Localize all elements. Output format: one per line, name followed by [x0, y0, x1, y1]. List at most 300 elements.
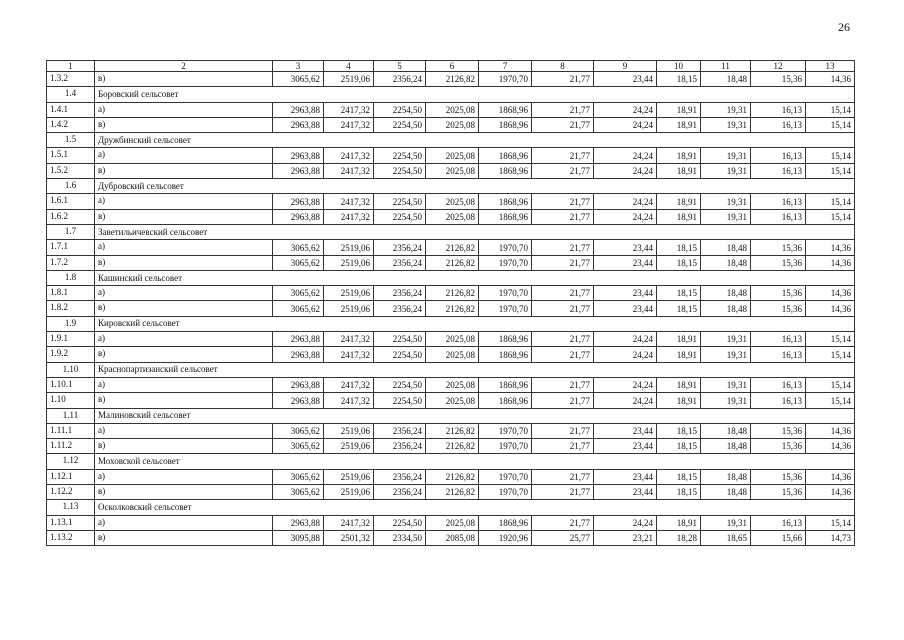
section-title: Моховской сельсовет — [95, 454, 855, 469]
value-cell: 18,15 — [657, 240, 701, 255]
value-cell: 18,91 — [657, 194, 701, 209]
value-cell: 15,14 — [806, 163, 855, 178]
value-cell: 21,77 — [532, 439, 594, 454]
row-code: 1.9.1 — [47, 332, 95, 347]
value-cell: 1868,96 — [479, 117, 532, 132]
value-cell: 2356,24 — [374, 485, 426, 500]
section-code: 1.5 — [47, 133, 95, 148]
value-cell: 2254,50 — [374, 194, 426, 209]
value-cell: 2126,82 — [426, 469, 479, 484]
column-header: 10 — [657, 61, 701, 72]
table-row — [47, 209, 855, 224]
value-cell: 15,14 — [806, 148, 855, 163]
value-cell: 24,24 — [594, 515, 657, 530]
value-cell: 3065,62 — [273, 72, 324, 87]
value-cell: 16,13 — [751, 194, 806, 209]
value-cell: 2417,32 — [324, 347, 374, 362]
value-cell: 2126,82 — [426, 485, 479, 500]
value-cell: 23,44 — [594, 423, 657, 438]
value-cell: 2417,32 — [324, 377, 374, 392]
value-cell: 21,77 — [532, 377, 594, 392]
value-cell: 18,15 — [657, 301, 701, 316]
value-cell: 2126,82 — [426, 301, 479, 316]
value-cell: 2963,88 — [273, 102, 324, 117]
value-cell: 3065,62 — [273, 255, 324, 270]
value-cell: 1920,96 — [479, 530, 532, 545]
value-cell: 18,91 — [657, 515, 701, 530]
value-cell: 15,36 — [751, 485, 806, 500]
value-cell: 2963,88 — [273, 393, 324, 408]
value-cell: 2254,50 — [374, 332, 426, 347]
row-label: а) — [95, 469, 273, 484]
column-header: 4 — [324, 61, 374, 72]
value-cell: 14,36 — [806, 469, 855, 484]
value-cell: 19,31 — [701, 347, 751, 362]
value-cell: 1868,96 — [479, 102, 532, 117]
section-title: Заветильичевский сельсовет — [95, 224, 855, 239]
value-cell: 2025,08 — [426, 148, 479, 163]
value-cell: 18,15 — [657, 255, 701, 270]
value-cell: 23,44 — [594, 286, 657, 301]
value-cell: 25,77 — [532, 530, 594, 545]
table-row — [47, 423, 855, 438]
value-cell: 15,14 — [806, 347, 855, 362]
value-cell: 18,48 — [701, 255, 751, 270]
value-cell: 21,77 — [532, 240, 594, 255]
row-label: в) — [95, 163, 273, 178]
value-cell: 2025,08 — [426, 515, 479, 530]
value-cell: 14,36 — [806, 240, 855, 255]
value-cell: 2519,06 — [324, 286, 374, 301]
value-cell: 18,15 — [657, 72, 701, 87]
table-row — [47, 485, 855, 500]
value-cell: 3065,62 — [273, 240, 324, 255]
section-code: 1.12 — [47, 454, 95, 469]
value-cell: 3065,62 — [273, 423, 324, 438]
section-code: 1.11 — [47, 408, 95, 423]
value-cell: 2254,50 — [374, 163, 426, 178]
value-cell: 2963,88 — [273, 194, 324, 209]
value-cell: 3065,62 — [273, 439, 324, 454]
column-header: 7 — [479, 61, 532, 72]
section-title: Кашинский сельсовет — [95, 270, 855, 285]
value-cell: 16,13 — [751, 377, 806, 392]
value-cell: 16,13 — [751, 332, 806, 347]
value-cell: 23,44 — [594, 72, 657, 87]
column-header: 1 — [47, 61, 95, 72]
value-cell: 1970,70 — [479, 255, 532, 270]
value-cell: 1868,96 — [479, 332, 532, 347]
value-cell: 15,36 — [751, 301, 806, 316]
value-cell: 2025,08 — [426, 332, 479, 347]
value-cell: 2356,24 — [374, 439, 426, 454]
value-cell: 23,44 — [594, 469, 657, 484]
value-cell: 18,65 — [701, 530, 751, 545]
table-row — [47, 240, 855, 255]
row-label: а) — [95, 286, 273, 301]
row-code: 1.13.1 — [47, 515, 95, 530]
value-cell: 16,13 — [751, 393, 806, 408]
value-cell: 18,48 — [701, 423, 751, 438]
table-row — [47, 439, 855, 454]
value-cell: 2356,24 — [374, 286, 426, 301]
table-row — [47, 102, 855, 117]
value-cell: 21,77 — [532, 347, 594, 362]
value-cell: 1970,70 — [479, 469, 532, 484]
value-cell: 16,13 — [751, 515, 806, 530]
value-cell: 15,14 — [806, 393, 855, 408]
value-cell: 2025,08 — [426, 377, 479, 392]
row-code: 1.6.2 — [47, 209, 95, 224]
value-cell: 21,77 — [532, 301, 594, 316]
value-cell: 23,44 — [594, 255, 657, 270]
row-label: а) — [95, 194, 273, 209]
column-header: 9 — [594, 61, 657, 72]
value-cell: 15,14 — [806, 102, 855, 117]
value-cell: 2519,06 — [324, 485, 374, 500]
column-number-header-row — [47, 61, 855, 72]
value-cell: 21,77 — [532, 117, 594, 132]
row-code: 1.11.2 — [47, 439, 95, 454]
section-title: Осколковский сельсовет — [95, 500, 855, 515]
value-cell: 24,24 — [594, 393, 657, 408]
value-cell: 1970,70 — [479, 439, 532, 454]
row-label: а) — [95, 423, 273, 438]
value-cell: 15,36 — [751, 469, 806, 484]
value-cell: 2417,32 — [324, 515, 374, 530]
value-cell: 1868,96 — [479, 377, 532, 392]
value-cell: 14,36 — [806, 286, 855, 301]
value-cell: 2501,32 — [324, 530, 374, 545]
value-cell: 18,91 — [657, 393, 701, 408]
row-code: 1.13.2 — [47, 530, 95, 545]
value-cell: 2025,08 — [426, 194, 479, 209]
value-cell: 2519,06 — [324, 72, 374, 87]
row-code: 1.12.2 — [47, 485, 95, 500]
row-code: 1.7.1 — [47, 240, 95, 255]
value-cell: 21,77 — [532, 393, 594, 408]
value-cell: 18,48 — [701, 301, 751, 316]
row-code: 1.5.1 — [47, 148, 95, 163]
value-cell: 14,36 — [806, 423, 855, 438]
value-cell: 19,31 — [701, 148, 751, 163]
value-cell: 18,28 — [657, 530, 701, 545]
value-cell: 15,36 — [751, 423, 806, 438]
column-header: 2 — [95, 61, 273, 72]
row-code: 1.6.1 — [47, 194, 95, 209]
value-cell: 3065,62 — [273, 469, 324, 484]
table-row — [47, 393, 855, 408]
row-code: 1.10 — [47, 393, 95, 408]
section-code: 1.9 — [47, 316, 95, 331]
value-cell: 24,24 — [594, 102, 657, 117]
row-code: 1.3.2 — [47, 72, 95, 87]
column-header: 12 — [751, 61, 806, 72]
value-cell: 19,31 — [701, 117, 751, 132]
value-cell: 15,36 — [751, 72, 806, 87]
value-cell: 2025,08 — [426, 102, 479, 117]
value-cell: 1868,96 — [479, 163, 532, 178]
value-cell: 15,14 — [806, 194, 855, 209]
value-cell: 1868,96 — [479, 194, 532, 209]
value-cell: 2126,82 — [426, 240, 479, 255]
value-cell: 2963,88 — [273, 347, 324, 362]
value-cell: 16,13 — [751, 102, 806, 117]
table-row — [47, 301, 855, 316]
value-cell: 2356,24 — [374, 72, 426, 87]
value-cell: 1868,96 — [479, 515, 532, 530]
section-code: 1.8 — [47, 270, 95, 285]
section-row — [47, 179, 855, 194]
table-row — [47, 72, 855, 87]
value-cell: 1868,96 — [479, 148, 532, 163]
value-cell: 2963,88 — [273, 117, 324, 132]
value-cell: 21,77 — [532, 72, 594, 87]
value-cell: 2417,32 — [324, 148, 374, 163]
value-cell: 2963,88 — [273, 209, 324, 224]
section-row — [47, 316, 855, 331]
value-cell: 18,48 — [701, 240, 751, 255]
section-code: 1.4 — [47, 87, 95, 102]
value-cell: 21,77 — [532, 102, 594, 117]
value-cell: 2025,08 — [426, 163, 479, 178]
value-cell: 24,24 — [594, 377, 657, 392]
column-header: 11 — [701, 61, 751, 72]
value-cell: 19,31 — [701, 332, 751, 347]
value-cell: 21,77 — [532, 194, 594, 209]
value-cell: 18,48 — [701, 72, 751, 87]
value-cell: 14,36 — [806, 301, 855, 316]
value-cell: 2254,50 — [374, 117, 426, 132]
value-cell: 18,48 — [701, 469, 751, 484]
value-cell: 18,15 — [657, 439, 701, 454]
row-label: а) — [95, 148, 273, 163]
value-cell: 15,36 — [751, 240, 806, 255]
value-cell: 14,36 — [806, 255, 855, 270]
value-cell: 2254,50 — [374, 515, 426, 530]
value-cell: 18,48 — [701, 485, 751, 500]
value-cell: 2356,24 — [374, 301, 426, 316]
value-cell: 18,91 — [657, 102, 701, 117]
section-title: Боровский сельсовет — [95, 87, 855, 102]
section-title: Дубровский сельсовет — [95, 179, 855, 194]
row-label: а) — [95, 240, 273, 255]
value-cell: 2519,06 — [324, 439, 374, 454]
value-cell: 2963,88 — [273, 148, 324, 163]
row-label: в) — [95, 485, 273, 500]
value-cell: 14,36 — [806, 439, 855, 454]
value-cell: 18,91 — [657, 377, 701, 392]
row-label: в) — [95, 347, 273, 362]
value-cell: 18,15 — [657, 469, 701, 484]
column-header: 5 — [374, 61, 426, 72]
value-cell: 1970,70 — [479, 485, 532, 500]
value-cell: 1868,96 — [479, 209, 532, 224]
row-label: в) — [95, 301, 273, 316]
value-cell: 23,44 — [594, 240, 657, 255]
row-code: 1.8.2 — [47, 301, 95, 316]
value-cell: 1868,96 — [479, 393, 532, 408]
value-cell: 2963,88 — [273, 377, 324, 392]
value-cell: 15,14 — [806, 377, 855, 392]
value-cell: 24,24 — [594, 117, 657, 132]
row-label: а) — [95, 332, 273, 347]
value-cell: 2417,32 — [324, 332, 374, 347]
value-cell: 21,77 — [532, 148, 594, 163]
value-cell: 18,91 — [657, 148, 701, 163]
value-cell: 18,15 — [657, 286, 701, 301]
column-header: 13 — [806, 61, 855, 72]
table-row — [47, 286, 855, 301]
value-cell: 2417,32 — [324, 209, 374, 224]
value-cell: 18,91 — [657, 332, 701, 347]
value-cell: 2025,08 — [426, 393, 479, 408]
value-cell: 1868,96 — [479, 347, 532, 362]
row-label: в) — [95, 209, 273, 224]
value-cell: 16,13 — [751, 347, 806, 362]
row-code: 1.9.2 — [47, 347, 95, 362]
section-code: 1.10 — [47, 362, 95, 377]
value-cell: 24,24 — [594, 194, 657, 209]
value-cell: 15,36 — [751, 439, 806, 454]
value-cell: 24,24 — [594, 347, 657, 362]
value-cell: 2356,24 — [374, 240, 426, 255]
row-label: а) — [95, 377, 273, 392]
section-row — [47, 362, 855, 377]
value-cell: 2417,32 — [324, 102, 374, 117]
value-cell: 16,13 — [751, 148, 806, 163]
section-title: Краснопартизанский сельсовет — [95, 362, 855, 377]
section-row — [47, 408, 855, 423]
value-cell: 14,36 — [806, 485, 855, 500]
value-cell: 18,91 — [657, 347, 701, 362]
row-code: 1.11.1 — [47, 423, 95, 438]
value-cell: 16,13 — [751, 117, 806, 132]
value-cell: 21,77 — [532, 332, 594, 347]
value-cell: 2126,82 — [426, 286, 479, 301]
row-label: в) — [95, 439, 273, 454]
value-cell: 2254,50 — [374, 393, 426, 408]
section-row — [47, 454, 855, 469]
value-cell: 21,77 — [532, 255, 594, 270]
value-cell: 2025,08 — [426, 117, 479, 132]
value-cell: 2963,88 — [273, 163, 324, 178]
value-cell: 2254,50 — [374, 347, 426, 362]
value-cell: 19,31 — [701, 163, 751, 178]
table-row — [47, 163, 855, 178]
value-cell: 21,77 — [532, 423, 594, 438]
value-cell: 21,77 — [532, 286, 594, 301]
table-row — [47, 347, 855, 362]
value-cell: 19,31 — [701, 393, 751, 408]
value-cell: 15,14 — [806, 117, 855, 132]
value-cell: 16,13 — [751, 163, 806, 178]
value-cell: 2356,24 — [374, 423, 426, 438]
value-cell: 18,15 — [657, 485, 701, 500]
value-cell: 15,14 — [806, 332, 855, 347]
value-cell: 24,24 — [594, 163, 657, 178]
section-code: 1.7 — [47, 224, 95, 239]
page-number: 26 — [838, 20, 850, 34]
value-cell: 15,66 — [751, 530, 806, 545]
section-code: 1.6 — [47, 179, 95, 194]
tariff-table-container — [46, 60, 854, 546]
value-cell: 2254,50 — [374, 209, 426, 224]
value-cell: 2254,50 — [374, 377, 426, 392]
value-cell: 15,36 — [751, 255, 806, 270]
value-cell: 14,73 — [806, 530, 855, 545]
value-cell: 2085,08 — [426, 530, 479, 545]
value-cell: 3065,62 — [273, 286, 324, 301]
value-cell: 2334,50 — [374, 530, 426, 545]
value-cell: 2126,82 — [426, 439, 479, 454]
table-body — [47, 72, 855, 546]
table-row — [47, 148, 855, 163]
value-cell: 23,44 — [594, 439, 657, 454]
section-row — [47, 270, 855, 285]
table-row — [47, 332, 855, 347]
section-row — [47, 87, 855, 102]
value-cell: 21,77 — [532, 485, 594, 500]
value-cell: 2519,06 — [324, 240, 374, 255]
value-cell: 2254,50 — [374, 148, 426, 163]
value-cell: 19,31 — [701, 194, 751, 209]
table-row — [47, 377, 855, 392]
value-cell: 1970,70 — [479, 72, 532, 87]
value-cell: 16,13 — [751, 209, 806, 224]
row-code: 1.12.1 — [47, 469, 95, 484]
value-cell: 2254,50 — [374, 102, 426, 117]
value-cell: 18,48 — [701, 439, 751, 454]
value-cell: 2417,32 — [324, 194, 374, 209]
row-code: 1.4.1 — [47, 102, 95, 117]
value-cell: 3095,88 — [273, 530, 324, 545]
row-label: в) — [95, 117, 273, 132]
row-label: в) — [95, 72, 273, 87]
section-row — [47, 500, 855, 515]
value-cell: 18,15 — [657, 423, 701, 438]
value-cell: 19,31 — [701, 377, 751, 392]
section-row — [47, 224, 855, 239]
column-header: 6 — [426, 61, 479, 72]
table-row — [47, 117, 855, 132]
value-cell: 19,31 — [701, 102, 751, 117]
value-cell: 24,24 — [594, 209, 657, 224]
value-cell: 24,24 — [594, 148, 657, 163]
column-header: 8 — [532, 61, 594, 72]
value-cell: 2519,06 — [324, 469, 374, 484]
row-label: в) — [95, 255, 273, 270]
value-cell: 15,14 — [806, 515, 855, 530]
row-code: 1.5.2 — [47, 163, 95, 178]
value-cell: 2963,88 — [273, 515, 324, 530]
value-cell: 2417,32 — [324, 163, 374, 178]
row-code: 1.7.2 — [47, 255, 95, 270]
row-label: в) — [95, 393, 273, 408]
value-cell: 19,31 — [701, 515, 751, 530]
value-cell: 2025,08 — [426, 347, 479, 362]
value-cell: 2417,32 — [324, 393, 374, 408]
value-cell: 1970,70 — [479, 286, 532, 301]
tariff-table — [46, 60, 855, 546]
section-row — [47, 133, 855, 148]
table-row — [47, 530, 855, 545]
value-cell: 21,77 — [532, 163, 594, 178]
value-cell: 1970,70 — [479, 423, 532, 438]
value-cell: 2126,82 — [426, 255, 479, 270]
value-cell: 2126,82 — [426, 72, 479, 87]
row-code: 1.8.1 — [47, 286, 95, 301]
